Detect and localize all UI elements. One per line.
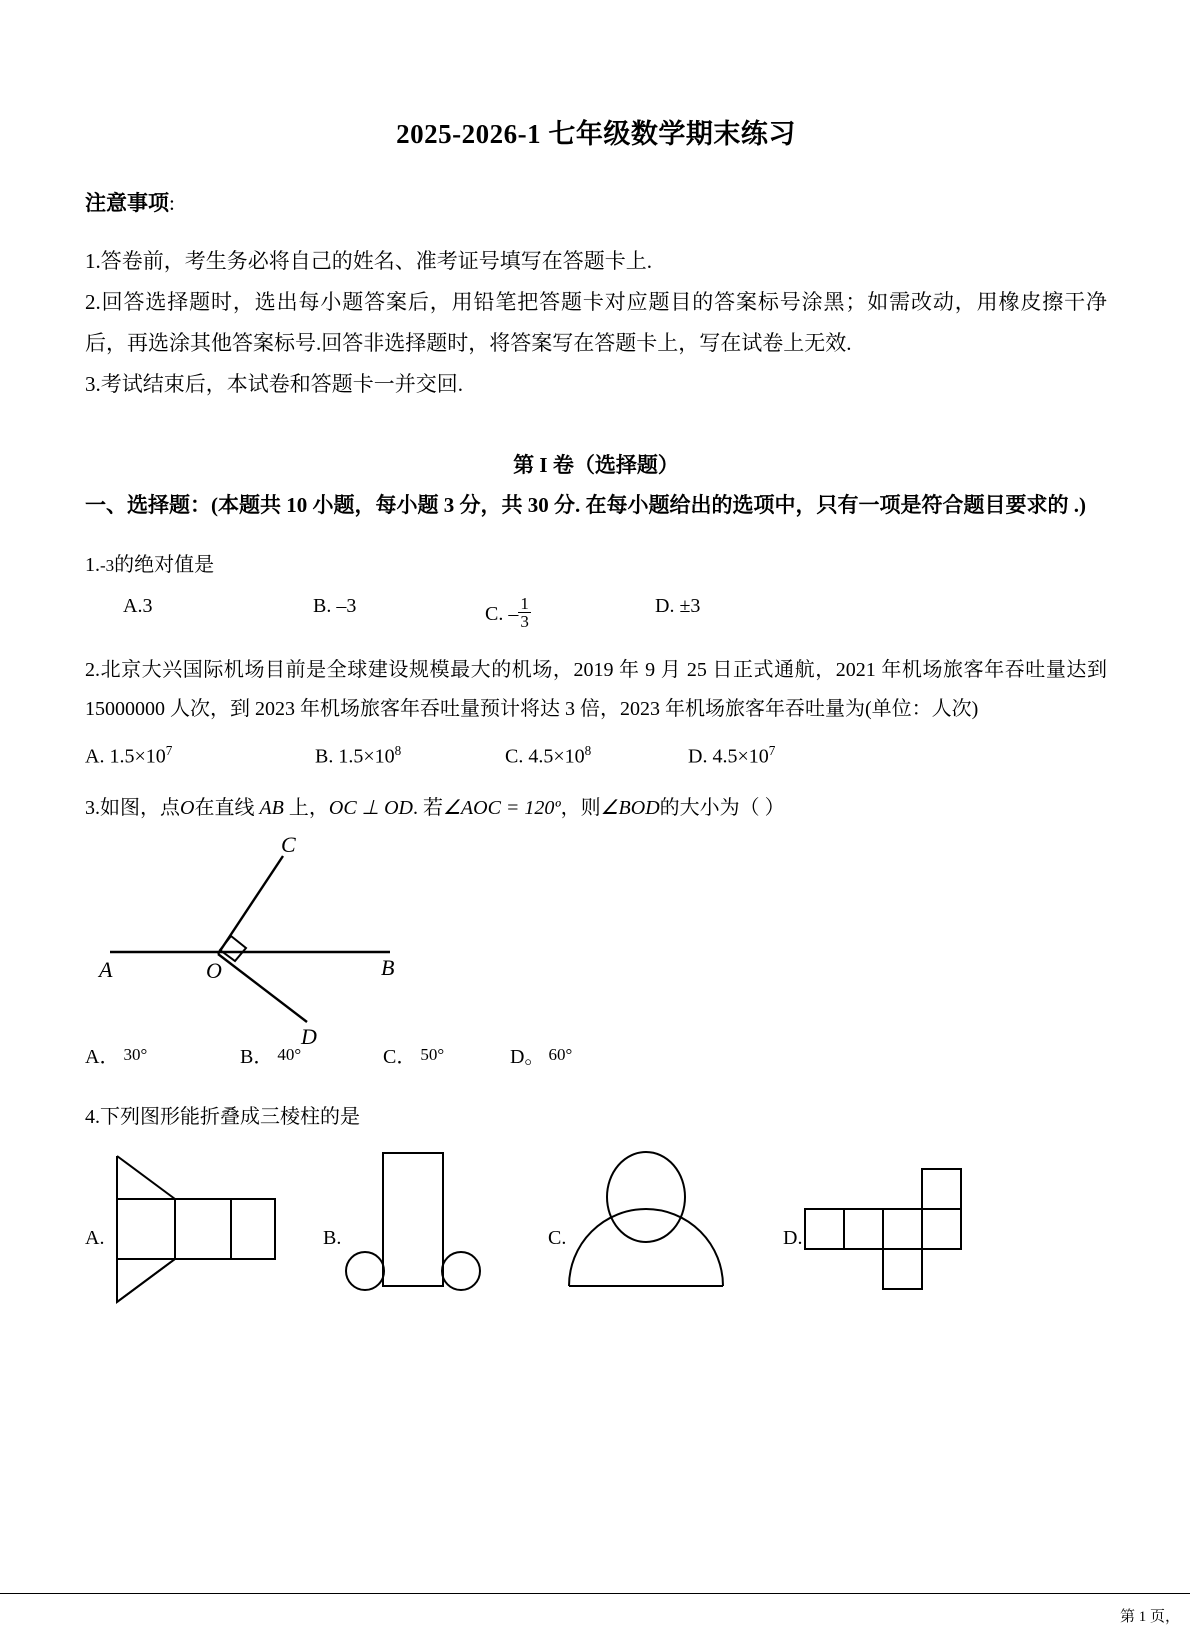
notice-item-2: 2.回答选择题时，选出每小题答案后，用铅笔把答题卡对应题目的答案标号涂黑；如需改动，用橡皮擦干净后，再选涂其他答案标号.回答非选择题时，将答案写在答题卡上，写在试卷上无效. xyxy=(85,289,1107,355)
fraction-numerator: 1 xyxy=(520,593,529,613)
opt-text: 30° xyxy=(123,1044,148,1064)
q3-part-2: 在直线 xyxy=(194,796,255,819)
page-content xyxy=(85,0,1107,1320)
question-2 xyxy=(85,651,1107,785)
net-c-circle xyxy=(607,1152,685,1242)
net-c-dome xyxy=(569,1209,723,1286)
opt-label: A. xyxy=(85,745,105,768)
notice-heading-text: 注意事项 xyxy=(85,191,169,216)
opt-text: 3 xyxy=(142,594,153,617)
net-b-circle-right xyxy=(442,1252,480,1290)
label-b: B xyxy=(381,954,395,980)
question-4-figures xyxy=(85,1145,1107,1320)
net-a-rect-1 xyxy=(117,1199,175,1259)
net-d-square-top xyxy=(922,1169,961,1209)
question-1-stem xyxy=(85,546,1107,585)
net-d-square-4 xyxy=(922,1209,961,1249)
net-d-square-1 xyxy=(805,1209,844,1249)
net-b-rect xyxy=(383,1153,443,1286)
q3-line-ab: AB xyxy=(259,796,284,819)
question-4 xyxy=(85,1098,1107,1320)
question-2-option-a[interactable] xyxy=(85,743,172,769)
opt-label: B. xyxy=(313,594,332,617)
net-b-circle-left xyxy=(346,1252,384,1290)
footer-divider xyxy=(0,1593,1190,1594)
net-d-square-bottom xyxy=(883,1249,922,1289)
net-label-b: B. xyxy=(323,1226,342,1249)
question-2-option-c[interactable] xyxy=(505,743,591,769)
q3-angle-bod: ∠BOD xyxy=(600,796,660,819)
question-1-option-b[interactable] xyxy=(313,595,356,618)
notice-item-3: 3.考试结束后，本试卷和答题卡一并交回. xyxy=(85,371,463,396)
net-figure-a xyxy=(85,1151,315,1326)
opt-text: –3 xyxy=(336,594,357,617)
q3-part-1: 3.如图，点 xyxy=(85,796,180,819)
opt-text: – xyxy=(508,602,519,625)
question-2-options xyxy=(85,743,1107,785)
notice-heading-colon: : xyxy=(169,191,175,216)
opt-fraction xyxy=(518,595,531,632)
question-3-option-b[interactable] xyxy=(240,1040,301,1069)
opt-text: 50° xyxy=(420,1044,445,1064)
geometry-diagram xyxy=(85,834,505,1064)
opt-exponent: 8 xyxy=(584,742,592,758)
opt-label: B. xyxy=(315,745,334,768)
opt-label: D。 xyxy=(510,1045,545,1068)
question-4-stem: 4.下列图形能折叠成三棱柱的是 xyxy=(85,1105,360,1128)
opt-text: 60° xyxy=(548,1044,573,1064)
opt-text: 40° xyxy=(277,1044,302,1064)
net-figure-b xyxy=(325,1151,555,1326)
opt-label: D. xyxy=(655,594,675,617)
opt-exponent: 7 xyxy=(165,742,173,758)
question-1 xyxy=(85,546,1107,637)
q3-point-o: O xyxy=(180,796,195,819)
q3-part-3: 上， xyxy=(288,796,329,819)
opt-text: ±3 xyxy=(679,594,701,617)
net-label-c: C. xyxy=(548,1226,567,1249)
opt-exponent: 8 xyxy=(394,742,402,758)
label-a: A xyxy=(99,956,113,982)
opt-label: C. xyxy=(505,745,524,768)
question-3-option-a[interactable] xyxy=(85,1040,147,1069)
question-1-rest: 的绝对值是 xyxy=(114,553,215,576)
label-d: D xyxy=(301,1023,317,1049)
question-3-option-c[interactable] xyxy=(383,1040,444,1069)
net-figure-d xyxy=(785,1151,1015,1326)
q3-part-4: . 若 xyxy=(412,796,443,819)
page-title: 2025-2026-1 七年级数学期末练习 xyxy=(396,119,796,149)
section-instruction: 一、选择题：(本题共 10 小题，每小题 3 分，共 30 分. 在每小题给出的选项中，只有一项是符合题目要求的 .) xyxy=(85,492,1086,517)
question-1-options xyxy=(85,595,1107,637)
opt-label: C. xyxy=(485,602,504,625)
opt-exponent: 7 xyxy=(768,742,776,758)
opt-label: A． xyxy=(85,1045,120,1068)
opt-base: 1.5×10 xyxy=(109,745,166,768)
question-3-figure xyxy=(85,834,1107,1064)
net-a-rect-2 xyxy=(175,1199,231,1259)
q3-part-6: 的大小为（ ） xyxy=(659,796,785,819)
opt-base: 4.5×10 xyxy=(712,745,769,768)
q3-angle-aoc: ∠AOC = 120º xyxy=(442,796,561,819)
net-a-triangle-bottom-hyp xyxy=(117,1259,175,1302)
notice-heading xyxy=(85,188,1107,220)
label-o: O xyxy=(206,957,222,983)
question-3-option-d[interactable] xyxy=(510,1040,572,1069)
question-2-stem: 2.北京大兴国际机场目前是全球建设规模最大的机场，2019 年 9 月 25 日正式通航，2021 年机场旅客年吞吐量达到 15000000 人次，到 2023 年机场旅客年吞吐量预计将达 3 倍，2023 年机场旅客年吞吐量为(单位：人次) xyxy=(85,658,1107,720)
page-number: 第 1 页， xyxy=(1119,1609,1180,1625)
question-3-options xyxy=(85,1040,1107,1082)
question-1-option-c[interactable] xyxy=(485,595,531,632)
opt-base: 4.5×10 xyxy=(528,745,585,768)
net-label-d: D. xyxy=(783,1226,803,1249)
question-1-number: 1. xyxy=(85,553,100,576)
opt-label: C． xyxy=(383,1045,417,1068)
question-3 xyxy=(85,789,1107,1082)
net-a-triangle-top-hyp xyxy=(117,1156,175,1199)
ray-od xyxy=(218,954,307,1022)
net-d-square-2 xyxy=(844,1209,883,1249)
label-c: C xyxy=(281,833,296,857)
opt-label: D. xyxy=(688,745,708,768)
opt-label: B． xyxy=(240,1045,274,1068)
net-label-a: A. xyxy=(85,1226,105,1249)
net-a-rect-3 xyxy=(231,1199,275,1259)
question-1-option-a[interactable] xyxy=(123,595,152,618)
q3-perp: OC ⊥ OD xyxy=(328,796,413,819)
section-title: 第 I 卷（选择题） xyxy=(513,452,679,477)
question-1-option-d[interactable] xyxy=(655,595,700,618)
opt-label: A. xyxy=(123,594,143,617)
opt-base: 1.5×10 xyxy=(338,745,395,768)
fraction-denominator: 3 xyxy=(520,612,529,632)
net-d-square-3 xyxy=(883,1209,922,1249)
notice-item-1: 1.答卷前，考生务必将自己的姓名、准考证号填写在答题卡上. xyxy=(85,248,652,273)
question-1-value: -3 xyxy=(100,555,115,575)
question-2-option-b[interactable] xyxy=(315,743,401,769)
question-3-stem xyxy=(85,789,1107,828)
q3-part-5: ，则 xyxy=(560,796,601,819)
net-figure-c xyxy=(553,1151,793,1326)
question-2-option-d[interactable] xyxy=(688,743,775,769)
